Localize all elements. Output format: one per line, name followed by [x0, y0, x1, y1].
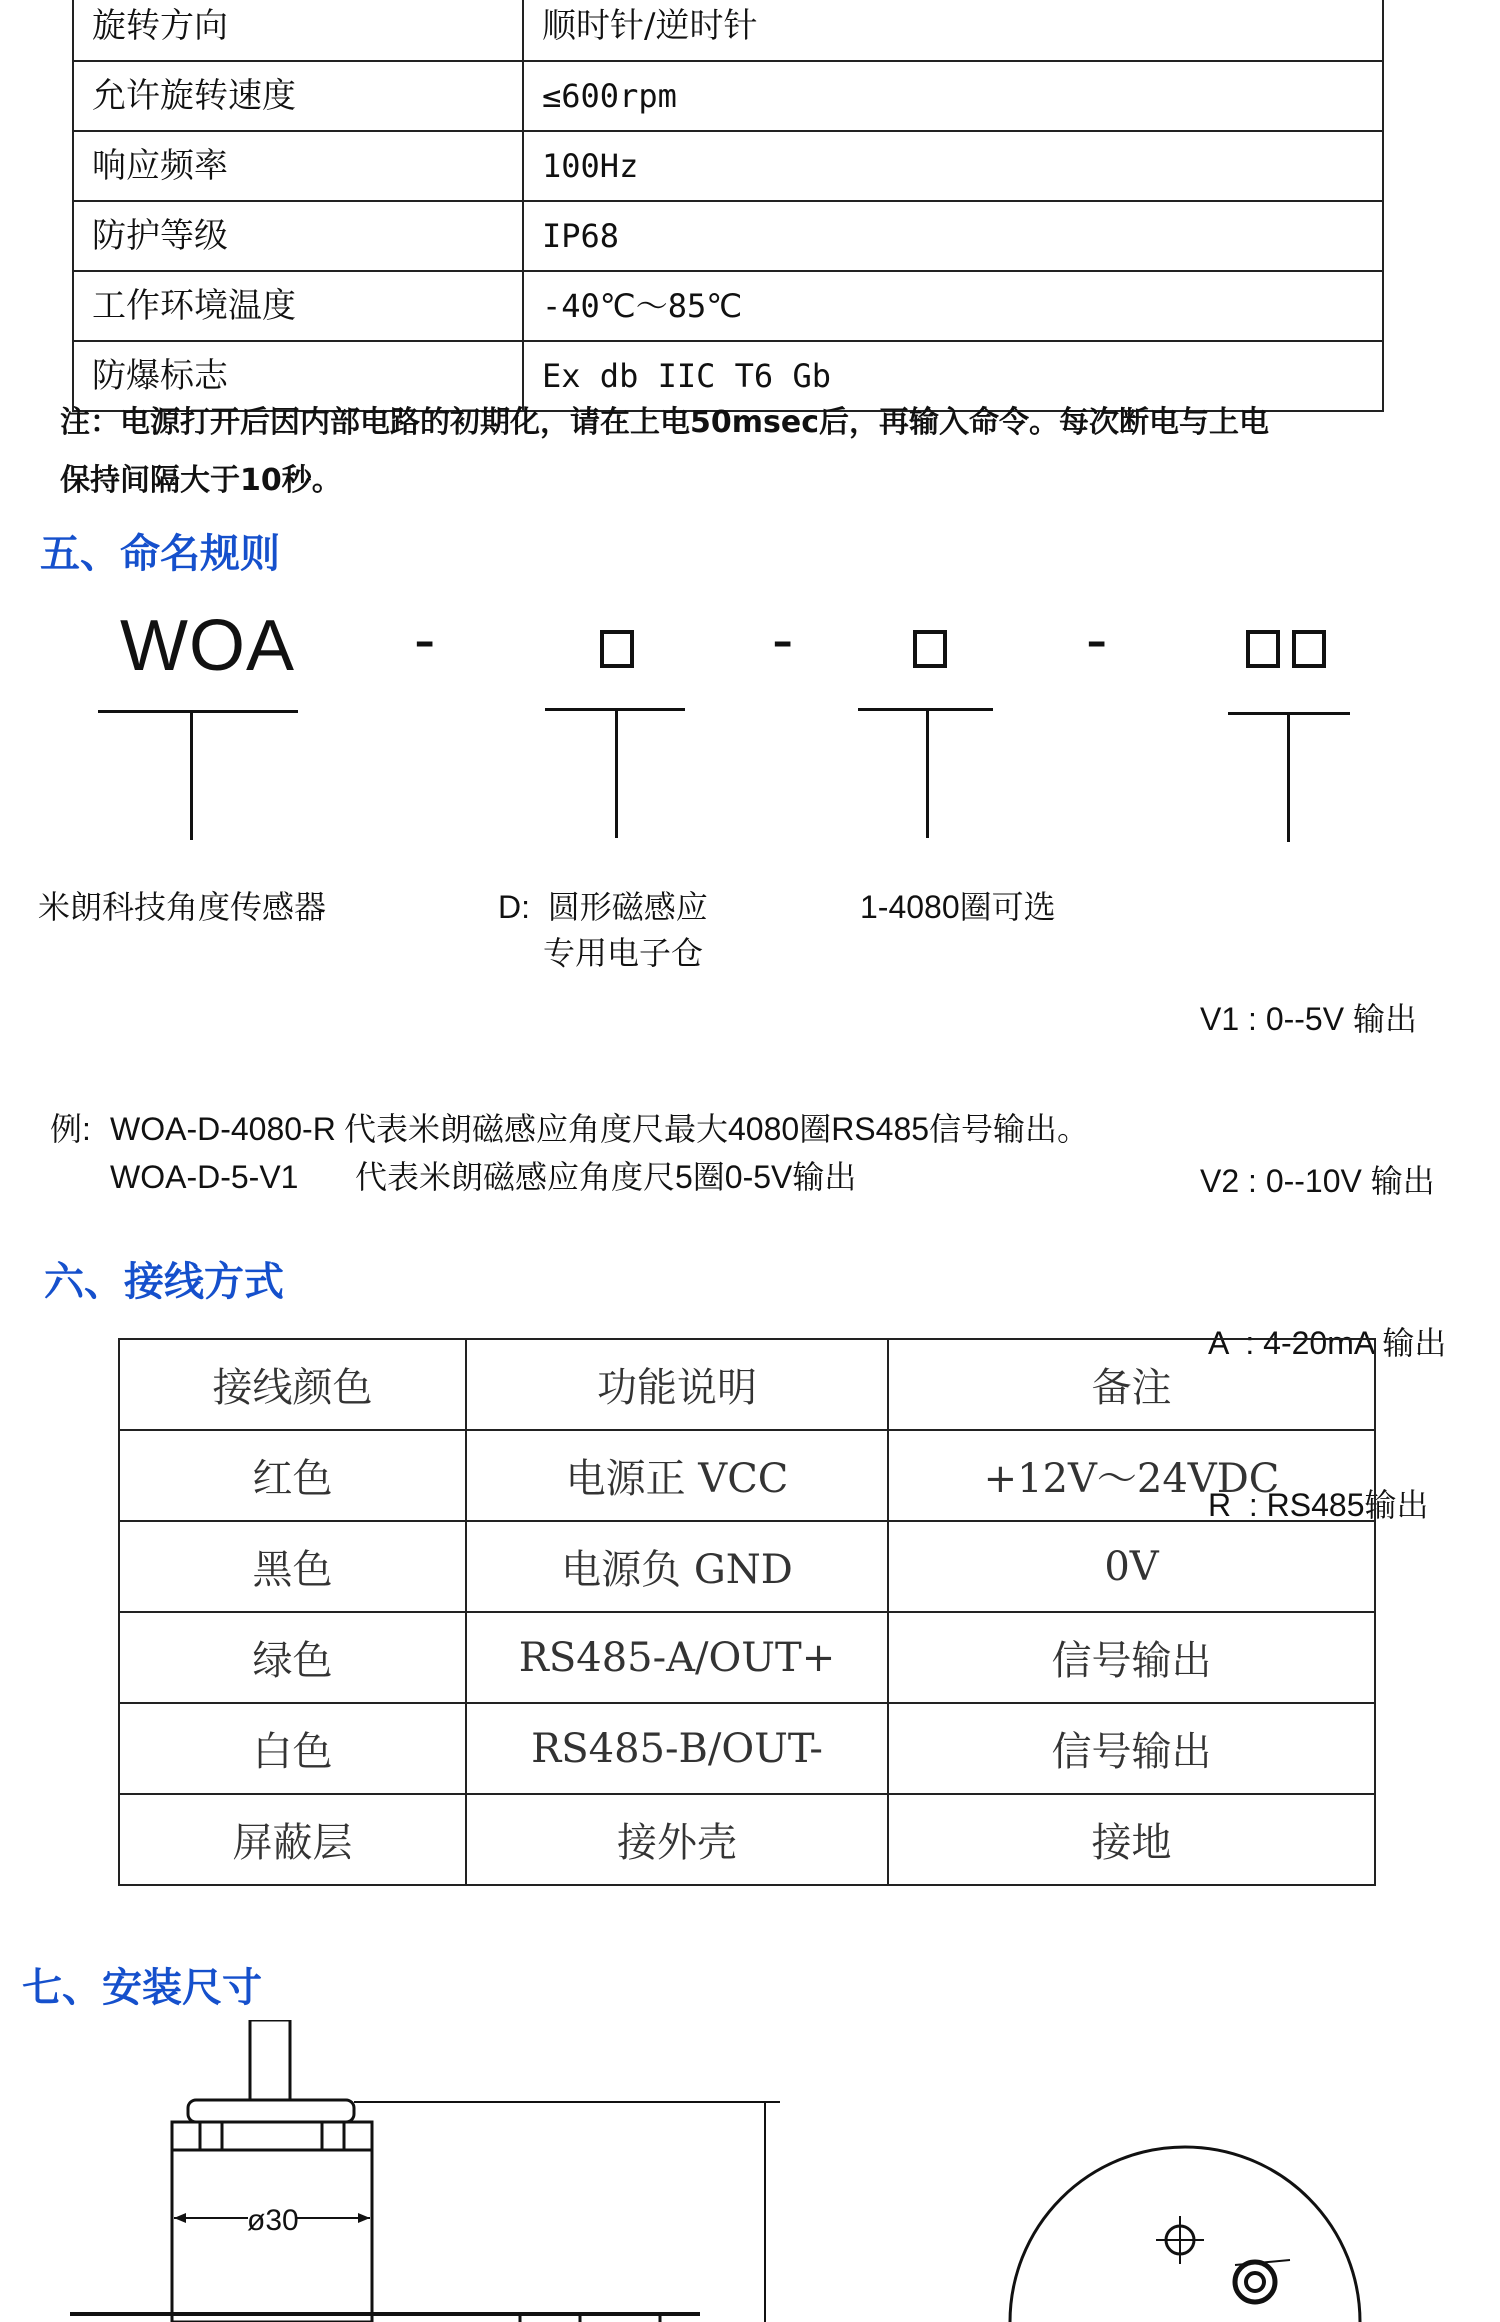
wire-color: 红色: [119, 1430, 466, 1521]
naming-section-title: 五、命名规则: [40, 531, 280, 577]
example-code: WOA-D-4080-R: [110, 1111, 336, 1147]
power-on-note: [60, 394, 1440, 510]
separator-dash: -: [1086, 603, 1108, 675]
spec-value: Ex db IIC T6 Gb: [523, 341, 1383, 411]
flange-outline: [188, 2100, 354, 2122]
connector-line: [98, 710, 298, 713]
table-row: [73, 201, 1383, 271]
connector-line: [190, 710, 193, 840]
connector-line: [1287, 712, 1290, 842]
wiring-section-title: 六、接线方式: [44, 1259, 284, 1305]
wire-color: 黑色: [119, 1521, 466, 1612]
sensor-side-view: [70, 2020, 780, 2322]
shaft-outline: [250, 2020, 290, 2100]
wire-function: 电源正 VCC: [466, 1430, 888, 1521]
sensor-top-view: [1010, 2147, 1360, 2322]
wire-remark: 0V: [888, 1521, 1375, 1612]
spec-value: 顺时针/逆时针: [523, 0, 1383, 61]
placeholder-box: [1292, 630, 1326, 668]
wire-remark: 信号输出: [888, 1703, 1375, 1794]
table-row: [73, 0, 1383, 61]
spec-label: 工作环境温度: [73, 271, 523, 341]
type-description: 专用电子仓: [543, 935, 704, 971]
nut-outline: [172, 2122, 372, 2150]
connector-line: [615, 708, 618, 838]
spec-label: 响应频率: [73, 131, 523, 201]
wire-remark: +12V～24VDC: [888, 1430, 1375, 1521]
wire-function: 电源负 GND: [466, 1521, 888, 1612]
note-line-1: 注：电源打开后因内部电路的初期化，请在上电50msec后，再输入命令。每次断电与上电: [60, 405, 1269, 440]
install-section-title: 七、安装尺寸: [22, 1965, 262, 2011]
table-row: [73, 131, 1383, 201]
wire-function: RS485-B/OUT-: [466, 1703, 888, 1794]
housing-outline: [1010, 2147, 1360, 2322]
spec-value: -40℃～85℃: [523, 271, 1383, 341]
table-row: [119, 1521, 1375, 1612]
output-option: V1 : 0--5V 输出: [1200, 1001, 1417, 1037]
connector-line: [926, 708, 929, 838]
example-code: WOA-D-5-V1: [110, 1159, 299, 1195]
column-header: 功能说明: [466, 1339, 888, 1430]
table-header-row: [119, 1339, 1375, 1430]
placeholder-box: [600, 630, 634, 668]
wire-function: RS485-A/OUT+: [466, 1612, 888, 1703]
spec-value: 100Hz: [523, 131, 1383, 201]
example-text: 代表米朗磁感应角度尺5圈0-5V输出: [355, 1159, 857, 1195]
output-option: V2 : 0--10V 输出: [1200, 1163, 1435, 1199]
example-text: 代表米朗磁感应角度尺最大4080圈RS485信号输出。: [344, 1111, 1090, 1147]
table-row: [73, 61, 1383, 131]
spec-label: 允许旋转速度: [73, 61, 523, 131]
output-option: R : RS485输出: [1208, 1487, 1429, 1523]
wire-color: 屏蔽层: [119, 1794, 466, 1885]
wire-function: 接外壳: [466, 1794, 888, 1885]
prefix-description: 米朗科技角度传感器: [38, 889, 327, 925]
wire-remark: 信号输出: [888, 1612, 1375, 1703]
separator-dash: -: [414, 603, 436, 675]
placeholder-box: [1246, 630, 1280, 668]
diameter-label: ø30: [247, 2204, 299, 2237]
table-row: [119, 1794, 1375, 1885]
wire-color: 绿色: [119, 1612, 466, 1703]
spec-label: 防爆标志: [73, 341, 523, 411]
table-row: [73, 271, 1383, 341]
model-prefix: WOA: [120, 606, 295, 686]
note-line-2: 保持间隔大于10秒。: [60, 463, 342, 498]
table-row: [119, 1430, 1375, 1521]
type-description: D: 圆形磁感应: [498, 889, 708, 925]
wire-color: 白色: [119, 1703, 466, 1794]
turns-description: 1-4080圈可选: [860, 889, 1056, 925]
separator-dash: -: [772, 603, 794, 675]
table-row: [119, 1612, 1375, 1703]
output-option: A : 4-20mA 输出: [1208, 1325, 1447, 1361]
column-header: 接线颜色: [119, 1339, 466, 1430]
example-label: 例:: [50, 1111, 91, 1147]
spec-table: [72, 0, 1384, 412]
cable-gland: [1235, 2262, 1275, 2302]
wire-remark: 接地: [888, 1794, 1375, 1885]
placeholder-box: [913, 630, 947, 668]
spec-value: ≤600rpm: [523, 61, 1383, 131]
spec-label: 防护等级: [73, 201, 523, 271]
spec-value: IP68: [523, 201, 1383, 271]
wiring-table: [118, 1338, 1376, 1886]
spec-label: 旋转方向: [73, 0, 523, 61]
install-drawing: [0, 2020, 1500, 2322]
column-header: 备注: [888, 1339, 1375, 1430]
table-row: [119, 1703, 1375, 1794]
